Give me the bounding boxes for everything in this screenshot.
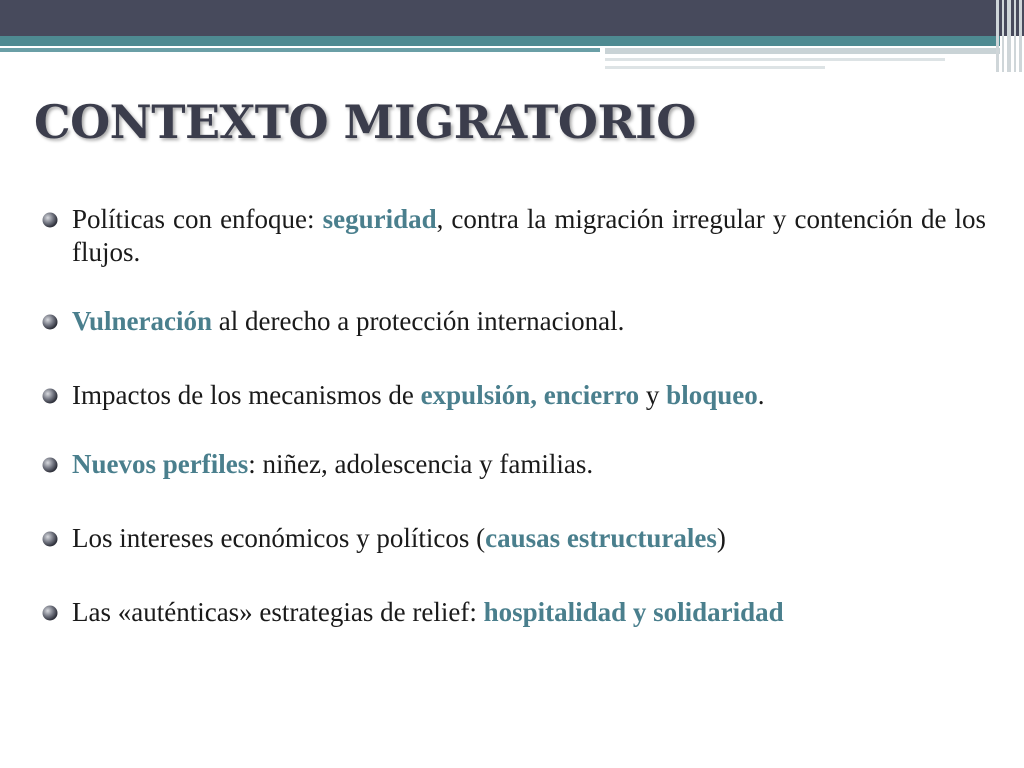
bullet-sphere-icon [42, 531, 58, 547]
teal-band [0, 36, 1000, 46]
slide-title: CONTEXTO MIGRATORIO [34, 95, 696, 149]
decor-stripe [605, 66, 825, 69]
bullet-item [42, 379, 986, 412]
bullet-text: , contra la migración irregular y contención de los flujos. [72, 204, 986, 267]
bullet-text: . [757, 380, 765, 410]
bullet-text: Las «auténticas» estrategias de relief: [72, 597, 484, 627]
bullet-item [42, 305, 986, 338]
bullet-text: Impactos de los mecanismos de [72, 380, 421, 410]
bullet-sphere-icon [42, 605, 58, 621]
bullet-sphere-icon [42, 457, 58, 473]
bullet-highlight: Nuevos perfiles [72, 449, 249, 479]
bullet-list [42, 203, 986, 665]
bullet-highlight: hospitalidad y solidaridad [483, 597, 784, 627]
bullet-highlight: bloqueo [666, 380, 758, 410]
decor-vertical-lines [994, 0, 1024, 72]
bullet-highlight: Vulneración [72, 306, 213, 336]
decor-stripe [605, 58, 945, 61]
bullet-item [42, 522, 986, 555]
bullet-sphere-icon [42, 388, 58, 404]
bullet-text: Políticas con enfoque: [72, 204, 323, 234]
bullet-item [42, 448, 986, 481]
bullet-highlight: seguridad [322, 204, 437, 234]
teal-stripe [0, 48, 600, 52]
bullet-highlight: causas estructurales [485, 523, 717, 553]
header-bar [0, 0, 1024, 36]
bullet-item [42, 596, 986, 629]
bullet-text: Los intereses económicos y políticos ( [72, 523, 486, 553]
bullet-text: ) [716, 523, 726, 553]
bullet-sphere-icon [42, 212, 58, 228]
bullet-text: al derecho a protección internacional. [212, 306, 625, 336]
bullet-highlight: expulsión, encierro [420, 380, 640, 410]
bullet-text: : niñez, adolescencia y familias. [248, 449, 594, 479]
bullet-text: y [639, 380, 667, 410]
bullet-item [42, 203, 986, 269]
decor-stripe [605, 48, 1000, 54]
bullet-sphere-icon [42, 314, 58, 330]
